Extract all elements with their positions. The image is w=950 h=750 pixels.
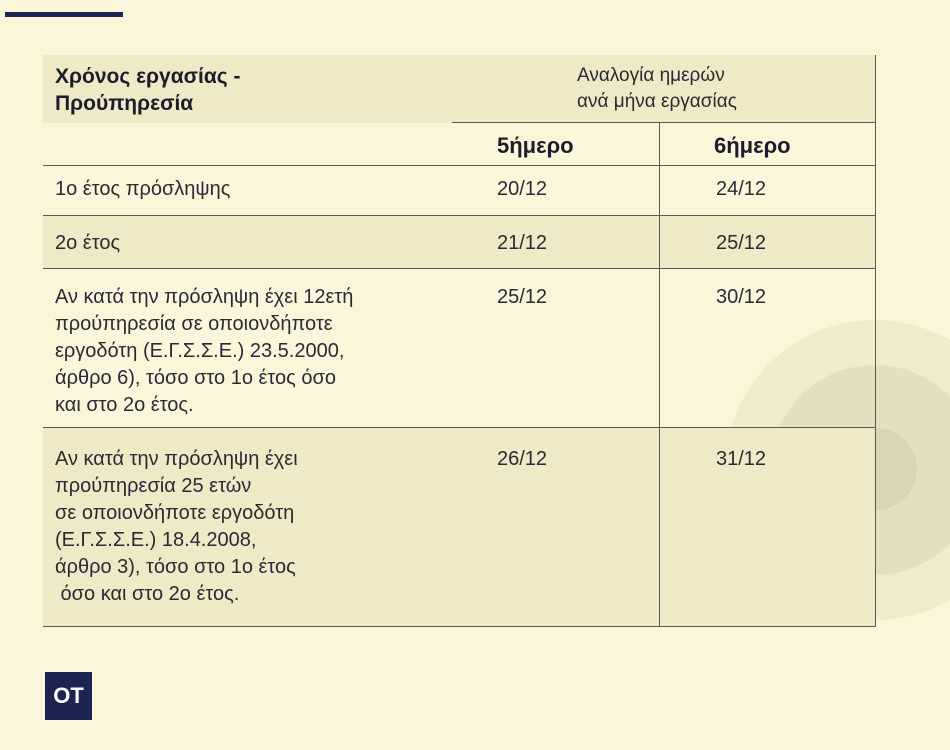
column-header-ratio: Αναλογία ημερών ανά μήνα εργασίας [577, 65, 737, 112]
column-header-work-time: Χρόνος εργασίας - Προύπηρεσία [55, 65, 241, 115]
table-row-label: 2ο έτος [55, 232, 121, 254]
column-header-6day: 6ήμερο [714, 133, 791, 158]
table-cell-5day: 25/12 [497, 286, 548, 308]
divider [43, 215, 875, 216]
divider [875, 55, 876, 627]
table-cell-5day: 26/12 [497, 448, 548, 470]
table-cell-5day: 21/12 [497, 232, 548, 254]
table-cell-5day: 20/12 [497, 178, 548, 200]
divider [43, 626, 875, 627]
divider [43, 427, 875, 428]
table-row-label: 1ο έτος πρόσληψης [55, 178, 231, 200]
divider [43, 165, 875, 166]
top-accent-bar [5, 12, 123, 17]
divider [452, 122, 875, 123]
table-cell-6day: 24/12 [716, 178, 767, 200]
table-cell-6day: 31/12 [716, 448, 767, 470]
column-header-5day: 5ήμερο [497, 133, 574, 158]
divider [659, 122, 660, 626]
table-cell-6day: 30/12 [716, 286, 767, 308]
divider [43, 268, 875, 269]
table-cell-6day: 25/12 [716, 232, 767, 254]
ot-logo: ΟΤ [45, 672, 92, 720]
table-row-label: Αν κατά την πρόσληψη έχει 12ετή προύπηρεσία σε οποιονδήποτε εργοδότη (Ε.Γ.Σ.Σ.Ε.) 23.5.2000, άρθρο 6), τόσο στο 1ο έτος όσο και στο 2ο έτος. [55, 286, 354, 416]
table-row-label: Αν κατά την πρόσληψη έχει προύπηρεσία 25 ετών σε οποιονδήποτε εργοδότη (Ε.Γ.Σ.Σ.Ε.) 18.4.2008, άρθρο 3), τόσο στο 1ο έτος όσο και στο 2ο έτος. [55, 448, 298, 605]
